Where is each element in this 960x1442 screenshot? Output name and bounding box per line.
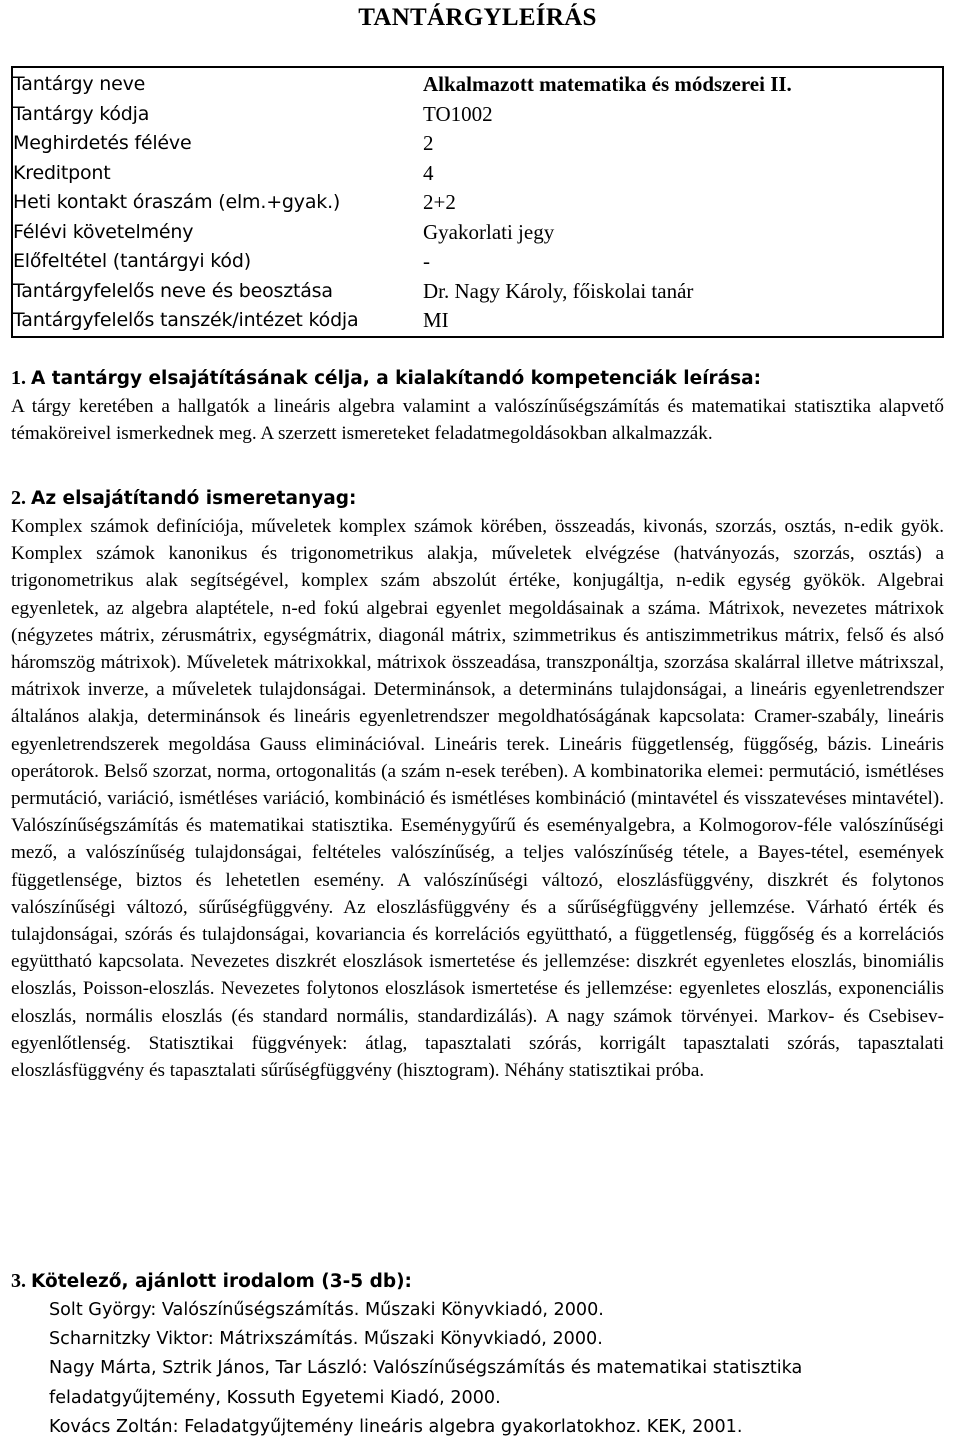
info-label: Heti kontakt óraszám (elm.+gyak.) — [13, 191, 341, 214]
reference-item: Scharnitzky Viktor: Mátrixszámítás. Műszaki Könyvkiadó, 2000. — [49, 1329, 603, 1350]
info-row — [12, 277, 943, 307]
info-label: Félévi követelmény — [13, 220, 194, 243]
info-value: Alkalmazott matematika és módszerei II. — [423, 72, 792, 97]
info-label: Tantárgyfelelős tanszék/intézet kódja — [13, 309, 359, 332]
course-info-table — [11, 66, 944, 338]
info-value: 2 — [423, 131, 434, 156]
info-value: - — [423, 249, 430, 274]
section-heading-text: A tantárgy elsajátításának célja, a kialakítandó kompetenciák leírása: — [31, 368, 762, 389]
section-heading-text: Kötelező, ajánlott irodalom (3-5 db): — [31, 1271, 412, 1292]
section-number: 3. — [11, 1270, 26, 1292]
info-row — [12, 218, 943, 248]
info-row — [12, 100, 943, 130]
info-label: Tantárgy kódja — [13, 102, 150, 125]
info-row — [12, 159, 943, 189]
reference-item: Solt György: Valószínűségszámítás. Műszaki Könyvkiadó, 2000. — [49, 1300, 604, 1320]
reference-list — [11, 1296, 944, 1442]
info-row — [12, 247, 943, 277]
section-number: 1. — [11, 367, 26, 389]
info-label: Tantárgy neve — [13, 73, 146, 96]
info-label: Tantárgyfelelős neve és beosztása — [13, 279, 333, 302]
document-page — [11, 0, 944, 1437]
section-heading — [11, 484, 944, 513]
info-value: 4 — [423, 160, 434, 185]
section-number: 2. — [11, 487, 26, 509]
section-heading — [11, 364, 944, 393]
info-value: Dr. Nagy Károly, főiskolai tanár — [423, 278, 694, 303]
document-title: TANTÁRGYLEÍRÁS — [358, 4, 597, 31]
section-body: A tárgy keretében a hallgatók a lineáris algebra valamint a valószínűségszámítás és matematikai statisztika alapvető témaköreivel ismerkednek meg. A szerzett ismereteket feladatmegoldásokban alkalmazzák. — [11, 396, 944, 445]
info-label: Meghirdetés féléve — [13, 132, 192, 155]
section-heading — [11, 1267, 944, 1296]
reference-item: Nagy Márta, Sztrik János, Tar László: Valószínűségszámítás és matematikai statisztika feladatgyűjtemény, Kossuth Egyetemi Kiadó, 2000. — [49, 1358, 803, 1408]
info-label: Kreditpont — [13, 161, 111, 184]
info-label: Előfeltétel (tantárgyi kód) — [13, 250, 251, 273]
section-syllabus — [11, 484, 944, 1084]
info-value: Gyakorlati jegy — [423, 219, 555, 244]
section-literature — [11, 1267, 944, 1442]
section-body: Komplex számok definíciója, műveletek komplex számok körében, összeadás, kivonás, szorzás, osztás, n-edik gyök. Komplex számok kanonikus és trigonometrikus alakja, műveletek elvégzése (hatványozás, szorzás, osztás) a trigonometrikus alak segítségével, komplex szám abszolút értéke, konjugáltja, n-edik egység gyökök. Algebrai egyenletek, az algebra alaptétele, n-ed fokú algebrai egyenlet megoldásainak a száma. Mátrixok, nevezetes mátrixok (négyzetes mátrix, zérusmátrix, egységmátrix, diagonál mátrix, szimmetrikus és antiszimmetrikus mátrix, felső és alsó háromszög mátrixok). Műveletek mátrixokkal, mátrixok összeadása, transzponáltja, szorzása skalárral illetve mátrixszal, mátrixok inverze, a műveletek tulajdonságai. Determinánsok, a determináns tulajdonságai, a lineáris egyenletrendszer általános alakja, determinánsok és lineáris egyenletrendszer megoldhatóságának kapcsolata: Cramer-szabály, lineáris egyenletrendszerek megoldása Gauss eliminációval. Lineáris terek. Lineáris függetlenség, függőség, bázis. Lineáris operátorok. Belső szorzat, norma, ortogonalitás (a szám n-esek terében). A kombinatorika elemei: permutáció, ismétléses permutáció, variáció, ismétléses variáció, kombináció és ismétléses kombináció (mintavétel és visszatevéses mintavétel). Valószínűségszámítás és matematikai statisztika. Eseménygyűrű és eseményalgebra, a Kolmogorov-féle valószínűségi mező, a valószínűség tulajdonságai, feltételes valószínűség, a teljes valószínűség tétele, a Bayes-tétel, események függetlensége, biztos és lehetetlen esemény. A valószínűségi változó, eloszlásfüggvény, diszkrét és folytonos valószínűségi változó, sűrűségfüggvény. Az eloszlásfüggvény és a sűrűségfüggvény jellemzése. Várható érték és tulajdonságai, szórás és tulajdonságai, kovariancia és korrelációs együttható, a függetlenség, függőség és a korrelációs együttható kapcsolata. Nevezetes diszkrét eloszlások ismertetése és jellemzése: diszkrét egyenletes eloszlás, binomiális eloszlás, Poisson-eloszlás. Nevezetes folytonos eloszlások ismertetése és jellemzése: egyenletes eloszlás, exponenciális eloszlás, normális eloszlás (és standard normális, standardizálás). A nagy számok törvényei. Markov- és Csebisev-egyenlőtlenség. Statisztikai függvények: átlag, tapasztalati szórás, korrigált tapasztalati szórás, tapasztalati eloszlásfüggvény és tapasztalati sűrűségfüggvény (hisztogram). Néhány statisztikai próba. — [11, 516, 944, 1082]
info-row — [12, 306, 943, 337]
info-value: 2+2 — [423, 190, 456, 215]
section-heading-text: Az elsajátítandó ismeretanyag: — [31, 488, 357, 509]
info-row — [12, 67, 943, 100]
info-value: MI — [423, 308, 449, 333]
info-row — [12, 129, 943, 159]
info-row — [12, 188, 943, 218]
reference-item: Kovács Zoltán: Feladatgyűjtemény lineáris algebra gyakorlatokhoz. KEK, 2001. — [49, 1416, 743, 1437]
info-value: TO1002 — [423, 101, 493, 126]
section-objectives — [11, 364, 944, 447]
